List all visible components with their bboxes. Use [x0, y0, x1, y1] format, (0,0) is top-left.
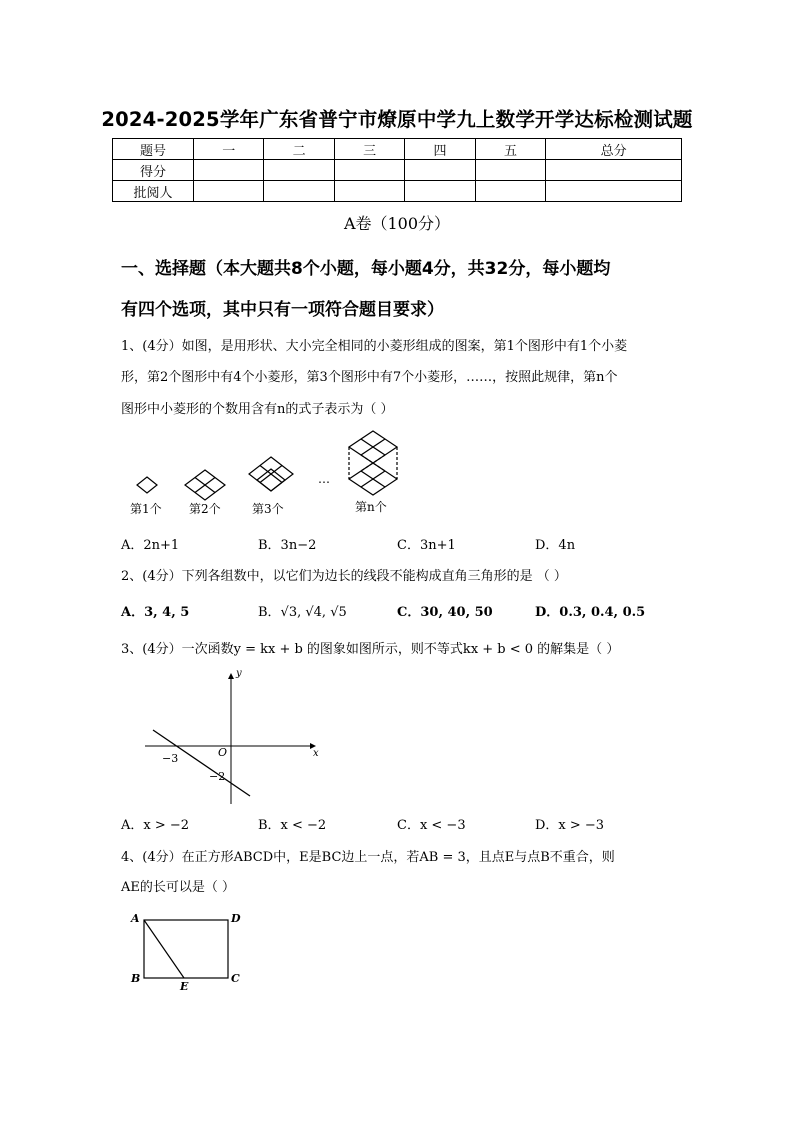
- fig-label-2: 第2个: [189, 502, 221, 516]
- score-table-row: [113, 181, 682, 202]
- table-cell: [475, 181, 545, 202]
- square-abcd: [144, 920, 228, 978]
- segment-ae: [144, 920, 184, 978]
- x-axis-label: x: [313, 748, 319, 759]
- table-cell: 批阅人: [113, 181, 194, 202]
- part1-heading-line1: 一、选择题（本大题共8个小题，每小题4分，共32分，每小题均: [121, 259, 611, 279]
- rhombus-1: [137, 477, 157, 493]
- q1-option-d: D．4n: [535, 538, 576, 553]
- table-cell: [334, 181, 404, 202]
- q3-option-c: C．x < −3: [397, 818, 466, 833]
- q3-option-a: A．x > −2: [121, 818, 190, 833]
- vertex-d-label: D: [231, 912, 241, 925]
- table-cell: [334, 160, 404, 181]
- y-axis-label: y: [236, 668, 242, 679]
- table-cell: [194, 160, 264, 181]
- exam-title: 2024-2025学年广东省普宁市燎原中学九上数学开学达标检测试题: [101, 108, 693, 131]
- q1-option-a: A．2n+1: [121, 538, 180, 553]
- table-cell: 五: [475, 139, 545, 160]
- vertex-b-label: B: [131, 972, 141, 985]
- x-intercept-label: −3: [162, 752, 179, 765]
- table-cell: [405, 181, 475, 202]
- q3-function-graph: [145, 668, 325, 806]
- table-cell: 题号: [113, 139, 194, 160]
- q4-line2: AE的长可以是（ ）: [121, 880, 236, 895]
- q3-option-d: D．x > −3: [535, 818, 605, 833]
- table-cell: [264, 181, 334, 202]
- vertex-c-label: C: [231, 972, 240, 985]
- q2-option-c: C．30, 40, 50: [397, 605, 493, 620]
- point-e-label: E: [180, 980, 189, 993]
- origin-label: O: [218, 746, 228, 759]
- q3-text: 3、(4分）一次函数y = kx + b 的图象如图所示，则不等式kx + b < 0 的解集是（ ）: [121, 642, 620, 657]
- score-table-header-row: [113, 139, 682, 160]
- fig-label-1: 第1个: [130, 502, 162, 516]
- q2-text: 2、(4分）下列各组数中，以它们为边长的线段不能构成直角三角形的是 （ ）: [121, 569, 567, 584]
- q2-option-d: D．0.3, 0.4, 0.5: [535, 605, 646, 620]
- table-cell: [194, 181, 264, 202]
- table-cell: 四: [405, 139, 475, 160]
- table-cell: [546, 181, 682, 202]
- table-cell: 得分: [113, 160, 194, 181]
- q1-option-b: B．3n−2: [258, 538, 317, 553]
- score-table: [112, 138, 682, 202]
- table-cell: [264, 160, 334, 181]
- fig-label-n: 第n个: [355, 500, 387, 514]
- fig-label-3: 第3个: [252, 502, 284, 516]
- table-cell: 总分: [546, 139, 682, 160]
- score-table-row: [113, 160, 682, 181]
- section-a-heading: A卷（100分）: [343, 214, 451, 233]
- vertex-a-label: A: [131, 912, 140, 925]
- part1-heading-line2: 有四个选项，其中只有一项符合题目要求）: [121, 300, 444, 320]
- table-cell: 三: [334, 139, 404, 160]
- q1-line3: 图形中小菱形的个数用含有n的式子表示为（ ）: [121, 402, 394, 417]
- q2-option-b: B．√3, √4, √5: [258, 605, 347, 620]
- q1-option-c: C．3n+1: [397, 538, 456, 553]
- q1-line1: 1、(4分）如图，是用形状、大小完全相同的小菱形组成的图案，第1个图形中有1个小菱: [121, 339, 628, 354]
- q3-option-b: B．x < −2: [258, 818, 327, 833]
- table-cell: 二: [264, 139, 334, 160]
- q1-line2: 形，第2个图形中有4个小菱形，第3个图形中有7个小菱形，……，按照此规律，第n个: [121, 370, 618, 385]
- fig-ellipsis: …: [318, 472, 330, 486]
- table-cell: [475, 160, 545, 181]
- table-cell: 一: [194, 139, 264, 160]
- table-cell: [405, 160, 475, 181]
- q2-option-a: A．3, 4, 5: [121, 605, 190, 620]
- q4-line1: 4、(4分）在正方形ABCD中，E是BC边上一点，若AB = 3，且点E与点B不重合，则: [121, 850, 615, 865]
- y-intercept-label: −2: [209, 770, 226, 783]
- table-cell: [546, 160, 682, 181]
